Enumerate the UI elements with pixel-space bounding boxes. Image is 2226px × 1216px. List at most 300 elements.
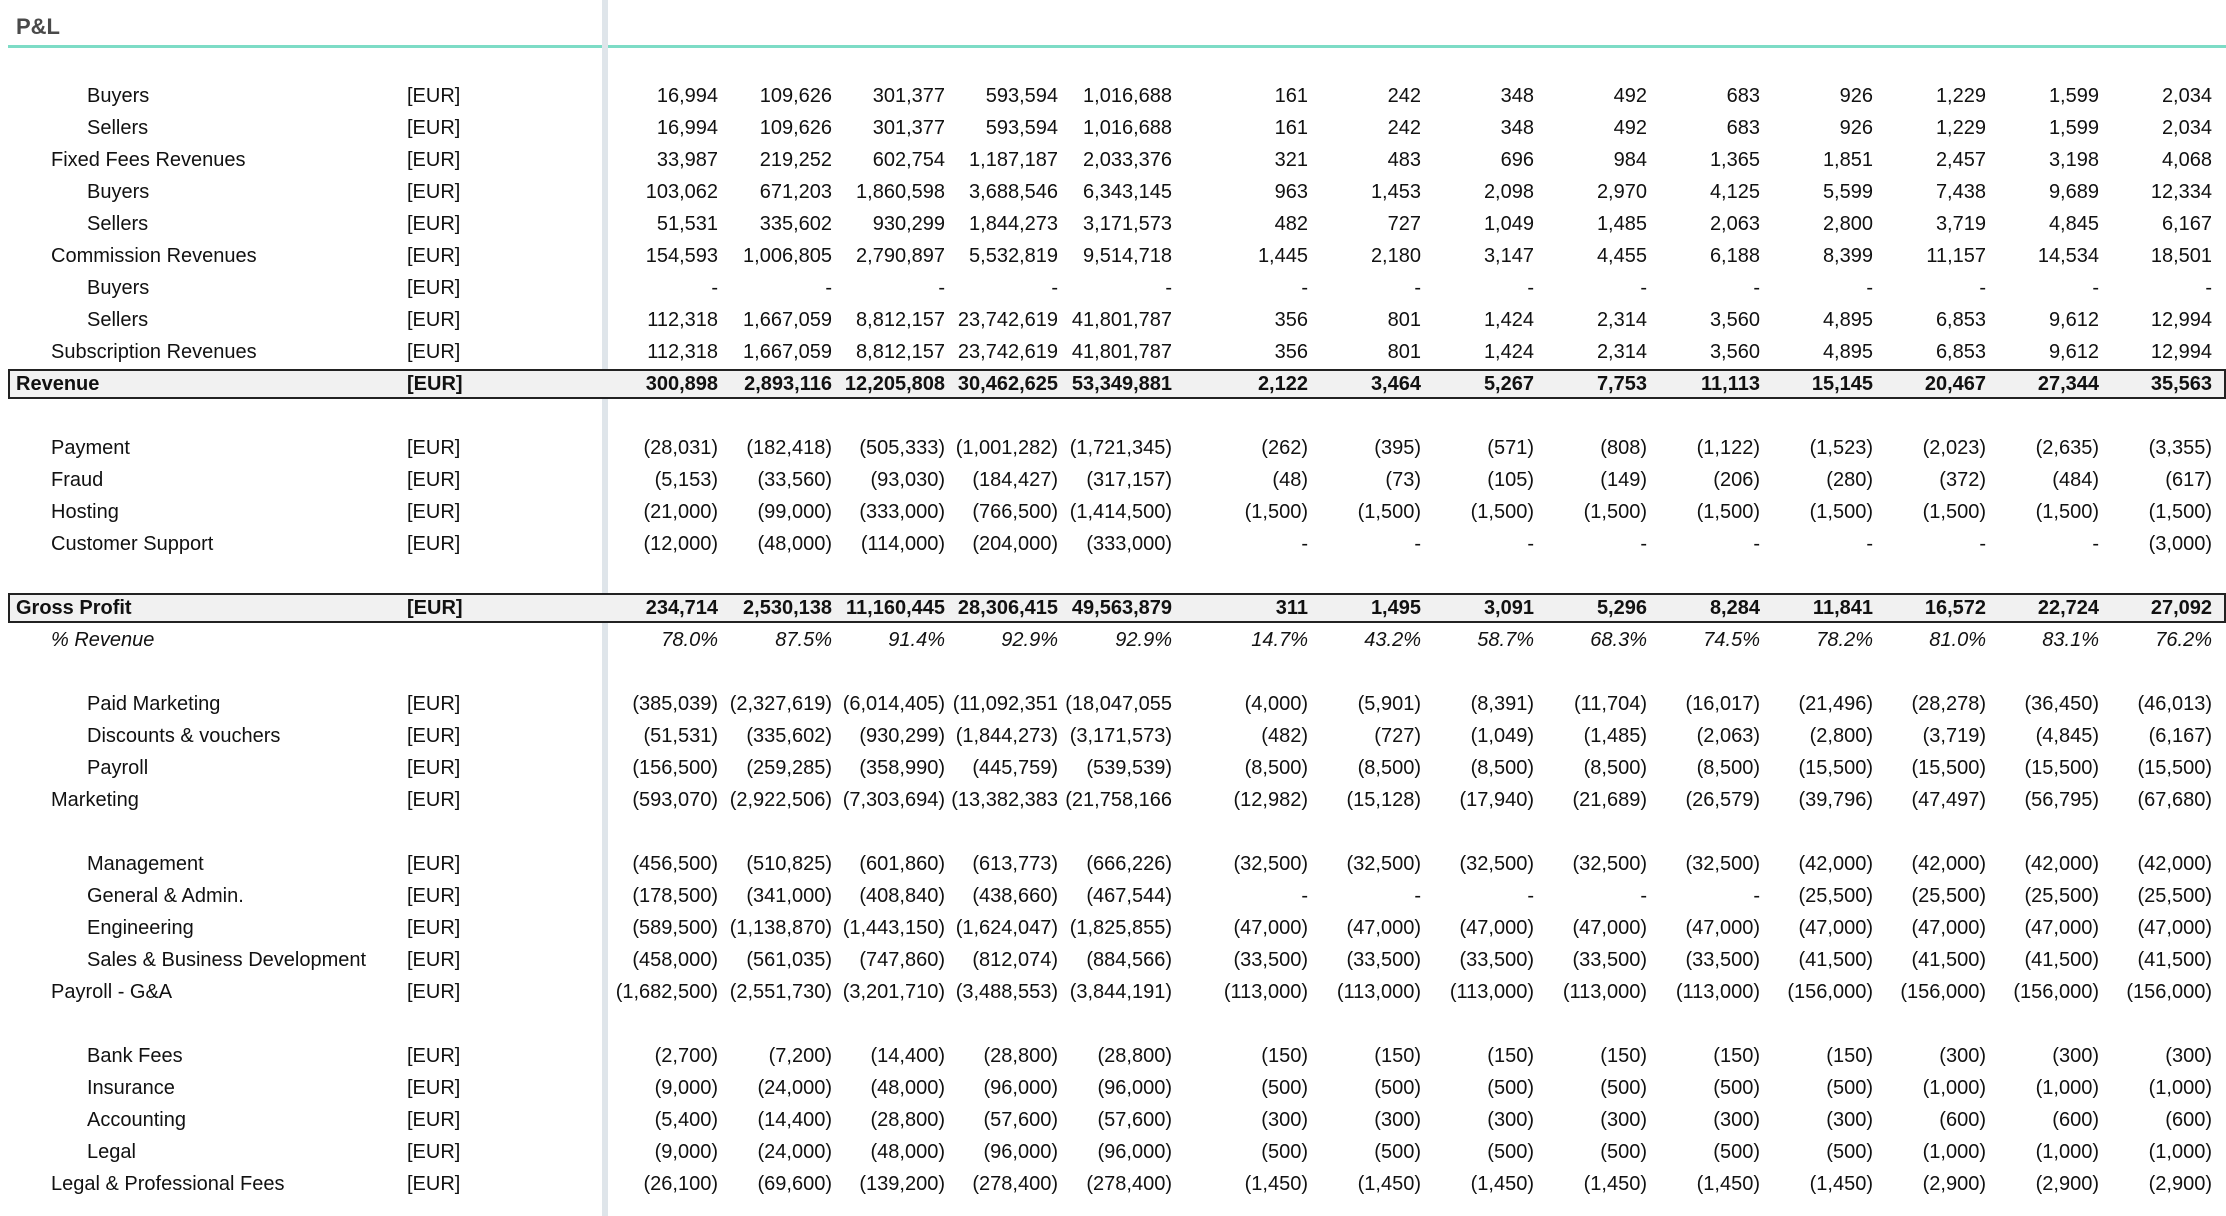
value-cell[interactable]: 2,800 — [1822, 213, 1873, 235]
value-cell[interactable]: (458,000) — [632, 949, 718, 971]
value-cell[interactable]: (32,500) — [1233, 853, 1308, 875]
value-cell[interactable]: (445,759) — [972, 757, 1058, 779]
value-cell[interactable]: (8,500) — [1696, 757, 1760, 779]
value-cell[interactable]: 2,530,138 — [743, 597, 832, 619]
value-cell[interactable]: 4,125 — [1709, 181, 1760, 203]
value-cell[interactable]: - — [1640, 277, 1647, 299]
value-cell[interactable]: (15,500) — [2024, 757, 2099, 779]
row-label[interactable]: Payroll - G&A — [51, 981, 173, 1003]
row-label[interactable]: Buyers — [87, 181, 150, 203]
value-cell[interactable]: 2,063 — [1709, 213, 1760, 235]
row-label[interactable]: Paid Marketing — [87, 693, 221, 715]
value-cell[interactable]: (206) — [1713, 469, 1760, 491]
value-cell[interactable]: - — [1301, 885, 1308, 907]
value-cell[interactable]: (33,500) — [1685, 949, 1760, 971]
value-cell[interactable]: 23,742,619 — [957, 309, 1058, 331]
value-cell[interactable]: 4,068 — [2161, 149, 2212, 171]
value-cell[interactable]: 2,314 — [1596, 341, 1647, 363]
value-cell[interactable]: (139,200) — [859, 1173, 945, 1195]
value-cell[interactable]: 1,860,598 — [856, 181, 945, 203]
value-cell[interactable]: (1,049) — [1470, 725, 1534, 747]
value-cell[interactable]: - — [1979, 277, 1986, 299]
value-cell[interactable]: (1,122) — [1696, 437, 1760, 459]
value-cell[interactable]: (156,000) — [1900, 981, 1986, 1003]
value-cell[interactable]: 1,599 — [2048, 85, 2099, 107]
value-cell[interactable]: 15,145 — [1811, 373, 1873, 395]
value-cell[interactable]: (1,443,150) — [842, 917, 945, 939]
value-cell[interactable]: (156,000) — [1787, 981, 1873, 1003]
value-cell[interactable]: (17,940) — [1459, 789, 1534, 811]
value-cell[interactable]: (500) — [1600, 1141, 1647, 1163]
value-cell[interactable]: (1,450) — [1357, 1173, 1421, 1195]
value-cell[interactable]: (150) — [1826, 1045, 1873, 1067]
row-label[interactable]: Management — [87, 853, 204, 875]
value-cell[interactable]: (42,000) — [2137, 853, 2212, 875]
value-cell[interactable]: (15,500) — [2137, 757, 2212, 779]
value-cell[interactable]: (300) — [1826, 1109, 1873, 1131]
unit-cell[interactable]: [EUR] — [407, 469, 461, 491]
value-cell[interactable]: (812,074) — [972, 949, 1058, 971]
value-cell[interactable]: 103,062 — [645, 181, 718, 203]
value-cell[interactable]: 12,994 — [2150, 341, 2212, 363]
value-cell[interactable]: 926 — [1839, 117, 1873, 139]
unit-cell[interactable]: [EUR] — [407, 309, 461, 331]
unit-cell[interactable]: [EUR] — [407, 117, 461, 139]
value-cell[interactable]: - — [1414, 533, 1421, 555]
value-cell[interactable]: 12,205,808 — [844, 373, 945, 395]
value-cell[interactable]: (15,500) — [1798, 757, 1873, 779]
value-cell[interactable]: 2,033,376 — [1083, 149, 1172, 171]
value-cell[interactable]: 5,296 — [1596, 597, 1647, 619]
value-cell[interactable]: (16,017) — [1685, 693, 1760, 715]
value-cell[interactable]: (48,000) — [757, 533, 832, 555]
value-cell[interactable]: 1,495 — [1370, 597, 1421, 619]
value-cell[interactable]: (28,800) — [983, 1045, 1058, 1067]
value-cell[interactable]: 4,895 — [1822, 341, 1873, 363]
row-label[interactable]: Buyers — [87, 277, 150, 299]
value-cell[interactable]: (47,000) — [1572, 917, 1647, 939]
value-cell[interactable]: (1,500) — [2035, 501, 2099, 523]
value-cell[interactable]: (33,500) — [1459, 949, 1534, 971]
value-cell[interactable]: (204,000) — [972, 533, 1058, 555]
value-cell[interactable]: (41,500) — [2137, 949, 2212, 971]
value-cell[interactable]: 4,895 — [1822, 309, 1873, 331]
value-cell[interactable]: 20,467 — [1924, 373, 1986, 395]
value-cell[interactable]: 3,198 — [2048, 149, 2099, 171]
value-cell[interactable]: - — [1866, 277, 1873, 299]
value-cell[interactable]: (96,000) — [1097, 1077, 1172, 1099]
value-cell[interactable]: - — [1753, 533, 1760, 555]
value-cell[interactable]: 1,851 — [1822, 149, 1873, 171]
value-cell[interactable]: (41,500) — [1798, 949, 1873, 971]
value-cell[interactable]: (500) — [1487, 1077, 1534, 1099]
value-cell[interactable]: (300) — [1374, 1109, 1421, 1131]
value-cell[interactable]: (1,721,345) — [1069, 437, 1172, 459]
value-cell[interactable]: 8,399 — [1822, 245, 1873, 267]
value-cell[interactable]: (280) — [1826, 469, 1873, 491]
value-cell[interactable]: (617) — [2165, 469, 2212, 491]
value-cell[interactable]: 801 — [1387, 341, 1421, 363]
value-cell[interactable]: 348 — [1500, 85, 1534, 107]
row-label[interactable]: Sellers — [87, 117, 149, 139]
value-cell[interactable]: 727 — [1387, 213, 1421, 235]
value-cell[interactable]: 83.1% — [2042, 629, 2099, 651]
value-cell[interactable]: (47,000) — [2024, 917, 2099, 939]
value-cell[interactable]: 1,049 — [1483, 213, 1534, 235]
value-cell[interactable]: (2,551,730) — [729, 981, 832, 1003]
value-cell[interactable]: (484) — [2052, 469, 2099, 491]
row-label[interactable]: Buyers — [87, 85, 150, 107]
value-cell[interactable]: 1,365 — [1709, 149, 1760, 171]
value-cell[interactable]: (1,001,282) — [955, 437, 1058, 459]
value-cell[interactable]: (3,488,553) — [955, 981, 1058, 1003]
unit-cell[interactable]: [EUR] — [407, 437, 461, 459]
value-cell[interactable]: (13,382,383 — [951, 789, 1058, 811]
value-cell[interactable]: 161 — [1274, 85, 1308, 107]
row-label[interactable]: Insurance — [87, 1077, 175, 1099]
value-cell[interactable]: (1,000) — [2035, 1077, 2099, 1099]
value-cell[interactable]: (47,000) — [1233, 917, 1308, 939]
value-cell[interactable]: (42,000) — [2024, 853, 2099, 875]
value-cell[interactable]: (12,982) — [1233, 789, 1308, 811]
value-cell[interactable]: (510,825) — [746, 853, 832, 875]
value-cell[interactable]: (600) — [2165, 1109, 2212, 1131]
value-cell[interactable]: (1,138,870) — [729, 917, 832, 939]
value-cell[interactable]: 3,719 — [1935, 213, 1986, 235]
value-cell[interactable]: 23,742,619 — [957, 341, 1058, 363]
value-cell[interactable]: (42,000) — [1798, 853, 1873, 875]
value-cell[interactable]: (184,427) — [972, 469, 1058, 491]
value-cell[interactable]: (41,500) — [2024, 949, 2099, 971]
value-cell[interactable]: (25,500) — [1798, 885, 1873, 907]
value-cell[interactable]: 3,560 — [1709, 309, 1760, 331]
value-cell[interactable]: (482) — [1261, 725, 1308, 747]
value-cell[interactable]: (113,000) — [1675, 981, 1760, 1003]
row-label[interactable]: Sellers — [87, 213, 149, 235]
value-cell[interactable]: (600) — [2052, 1109, 2099, 1131]
value-cell[interactable]: (21,758,166 — [1065, 789, 1172, 811]
value-cell[interactable]: 33,987 — [656, 149, 718, 171]
value-cell[interactable]: 234,714 — [645, 597, 718, 619]
value-cell[interactable]: (8,500) — [1244, 757, 1308, 779]
value-cell[interactable]: 1,006,805 — [743, 245, 832, 267]
unit-cell[interactable]: [EUR] — [407, 373, 463, 395]
value-cell[interactable]: 926 — [1839, 85, 1873, 107]
value-cell[interactable]: (601,860) — [859, 853, 945, 875]
value-cell[interactable]: 300,898 — [645, 373, 718, 395]
value-cell[interactable]: 3,688,546 — [969, 181, 1058, 203]
value-cell[interactable]: (32,500) — [1346, 853, 1421, 875]
value-cell[interactable]: (500) — [1600, 1077, 1647, 1099]
unit-cell[interactable]: [EUR] — [407, 533, 461, 555]
value-cell[interactable]: 242 — [1387, 117, 1421, 139]
value-cell[interactable]: - — [1414, 885, 1421, 907]
value-cell[interactable]: 356 — [1274, 309, 1308, 331]
value-cell[interactable]: - — [1753, 277, 1760, 299]
value-cell[interactable]: 18,501 — [2150, 245, 2212, 267]
value-cell[interactable]: (1,844,273) — [955, 725, 1058, 747]
value-cell[interactable]: 22,724 — [2037, 597, 2099, 619]
value-cell[interactable]: 28,306,415 — [957, 597, 1058, 619]
value-cell[interactable]: 2,122 — [1257, 373, 1308, 395]
row-label[interactable]: General & Admin. — [87, 885, 244, 907]
value-cell[interactable]: (1,500) — [2148, 501, 2212, 523]
value-cell[interactable]: 112,318 — [647, 309, 718, 331]
unit-cell[interactable]: [EUR] — [407, 885, 461, 907]
value-cell[interactable]: 671,203 — [759, 181, 832, 203]
value-cell[interactable]: (33,500) — [1346, 949, 1421, 971]
value-cell[interactable]: 12,994 — [2150, 309, 2212, 331]
value-cell[interactable]: (3,171,573) — [1069, 725, 1172, 747]
value-cell[interactable]: - — [1051, 277, 1058, 299]
value-cell[interactable]: 109,626 — [759, 117, 832, 139]
value-cell[interactable]: (500) — [1826, 1077, 1873, 1099]
value-cell[interactable]: 219,252 — [759, 149, 832, 171]
value-cell[interactable]: (262) — [1261, 437, 1308, 459]
value-cell[interactable]: (500) — [1713, 1077, 1760, 1099]
value-cell[interactable]: (571) — [1487, 437, 1534, 459]
value-cell[interactable]: (408,840) — [859, 885, 945, 907]
value-cell[interactable]: (48,000) — [870, 1141, 945, 1163]
value-cell[interactable]: 30,462,625 — [957, 373, 1058, 395]
value-cell[interactable]: 14,534 — [2037, 245, 2099, 267]
value-cell[interactable]: 593,594 — [985, 117, 1058, 139]
value-cell[interactable]: 930,299 — [872, 213, 945, 235]
value-cell[interactable]: (333,000) — [1086, 533, 1172, 555]
value-cell[interactable]: 6,853 — [1935, 309, 1986, 331]
value-cell[interactable]: (8,500) — [1357, 757, 1421, 779]
value-cell[interactable]: (11,704) — [1573, 693, 1647, 715]
value-cell[interactable]: 321 — [1274, 149, 1308, 171]
unit-cell[interactable]: [EUR] — [407, 1077, 461, 1099]
value-cell[interactable]: 6,167 — [2161, 213, 2212, 235]
value-cell[interactable]: 2,034 — [2161, 117, 2212, 139]
value-cell[interactable]: (51,531) — [643, 725, 718, 747]
value-cell[interactable]: 483 — [1387, 149, 1421, 171]
unit-cell[interactable]: [EUR] — [407, 341, 461, 363]
value-cell[interactable]: (105) — [1487, 469, 1534, 491]
value-cell[interactable]: 161 — [1274, 117, 1308, 139]
value-cell[interactable]: (15,128) — [1346, 789, 1421, 811]
value-cell[interactable]: (317,157) — [1086, 469, 1172, 491]
value-cell[interactable]: (1,500) — [1583, 501, 1647, 523]
value-cell[interactable]: 41,801,787 — [1071, 341, 1172, 363]
row-label[interactable]: Commission Revenues — [51, 245, 257, 267]
value-cell[interactable]: (33,500) — [1572, 949, 1647, 971]
value-cell[interactable]: (808) — [1600, 437, 1647, 459]
value-cell[interactable]: (149) — [1600, 469, 1647, 491]
row-label[interactable]: Fraud — [51, 469, 104, 491]
value-cell[interactable]: 92.9% — [1001, 629, 1058, 651]
value-cell[interactable]: (47,000) — [2137, 917, 2212, 939]
value-cell[interactable]: 1,229 — [1935, 85, 1986, 107]
value-cell[interactable]: 7,438 — [1935, 181, 1986, 203]
value-cell[interactable]: 5,532,819 — [969, 245, 1058, 267]
value-cell[interactable]: (7,303,694) — [842, 789, 945, 811]
value-cell[interactable]: 14.7% — [1251, 629, 1308, 651]
value-cell[interactable]: (47,000) — [1911, 917, 1986, 939]
value-cell[interactable]: (21,000) — [643, 501, 718, 523]
value-cell[interactable]: 16,994 — [656, 117, 718, 139]
value-cell[interactable]: (385,039) — [632, 693, 718, 715]
value-cell[interactable]: (46,013) — [2137, 693, 2212, 715]
value-cell[interactable]: - — [1753, 885, 1760, 907]
value-cell[interactable]: (32,500) — [1459, 853, 1534, 875]
value-cell[interactable]: (500) — [1261, 1141, 1308, 1163]
value-cell[interactable]: (300) — [1939, 1045, 1986, 1067]
value-cell[interactable]: (500) — [1487, 1141, 1534, 1163]
value-cell[interactable]: (341,000) — [746, 885, 832, 907]
value-cell[interactable]: (1,000) — [1922, 1077, 1986, 1099]
value-cell[interactable]: (33,560) — [757, 469, 832, 491]
value-cell[interactable]: (32,500) — [1685, 853, 1760, 875]
value-cell[interactable]: (14,400) — [870, 1045, 945, 1067]
value-cell[interactable]: (1,523) — [1809, 437, 1873, 459]
value-cell[interactable]: (4,000) — [1244, 693, 1308, 715]
value-cell[interactable]: 3,147 — [1483, 245, 1534, 267]
value-cell[interactable]: (25,500) — [1911, 885, 1986, 907]
unit-cell[interactable]: [EUR] — [407, 277, 461, 299]
value-cell[interactable]: (28,278) — [1911, 693, 1986, 715]
value-cell[interactable]: (395) — [1374, 437, 1421, 459]
value-cell[interactable]: (2,900) — [1922, 1173, 1986, 1195]
value-cell[interactable]: 91.4% — [888, 629, 945, 651]
value-cell[interactable]: (3,000) — [2148, 533, 2212, 555]
value-cell[interactable]: (2,700) — [654, 1045, 718, 1067]
value-cell[interactable]: 482 — [1274, 213, 1308, 235]
value-cell[interactable]: (1,450) — [1470, 1173, 1534, 1195]
row-label[interactable]: Customer Support — [51, 533, 214, 555]
value-cell[interactable]: (113,000) — [1562, 981, 1647, 1003]
value-cell[interactable]: (766,500) — [972, 501, 1058, 523]
value-cell[interactable]: (300) — [1600, 1109, 1647, 1131]
value-cell[interactable]: - — [1979, 533, 1986, 555]
value-cell[interactable]: (150) — [1487, 1045, 1534, 1067]
value-cell[interactable]: 2,180 — [1370, 245, 1421, 267]
value-cell[interactable]: 801 — [1387, 309, 1421, 331]
value-cell[interactable]: (47,000) — [1798, 917, 1873, 939]
row-label[interactable]: Engineering — [87, 917, 194, 939]
value-cell[interactable]: 301,377 — [872, 85, 945, 107]
value-cell[interactable]: (593,070) — [632, 789, 718, 811]
value-cell[interactable]: - — [711, 277, 718, 299]
value-cell[interactable]: (8,500) — [1470, 757, 1534, 779]
value-cell[interactable]: (500) — [1826, 1141, 1873, 1163]
value-cell[interactable]: - — [1527, 277, 1534, 299]
value-cell[interactable]: - — [2205, 277, 2212, 299]
unit-cell[interactable]: [EUR] — [407, 981, 461, 1003]
value-cell[interactable]: 1,187,187 — [969, 149, 1058, 171]
unit-cell[interactable]: [EUR] — [407, 85, 461, 107]
value-cell[interactable]: (21,496) — [1798, 693, 1873, 715]
value-cell[interactable]: 2,034 — [2161, 85, 2212, 107]
value-cell[interactable]: (1,682,500) — [615, 981, 718, 1003]
row-label[interactable]: Accounting — [87, 1109, 186, 1131]
value-cell[interactable]: (150) — [1374, 1045, 1421, 1067]
value-cell[interactable]: 492 — [1613, 85, 1647, 107]
value-cell[interactable]: (3,844,191) — [1069, 981, 1172, 1003]
value-cell[interactable]: (467,544) — [1086, 885, 1172, 907]
value-cell[interactable]: 335,602 — [759, 213, 832, 235]
value-cell[interactable]: (57,600) — [983, 1109, 1058, 1131]
unit-cell[interactable]: [EUR] — [407, 597, 463, 619]
value-cell[interactable]: 683 — [1726, 117, 1760, 139]
value-cell[interactable]: (1,500) — [1470, 501, 1534, 523]
value-cell[interactable]: 984 — [1613, 149, 1647, 171]
value-cell[interactable]: (4,845) — [2035, 725, 2099, 747]
value-cell[interactable]: 6,188 — [1709, 245, 1760, 267]
value-cell[interactable]: (539,539) — [1086, 757, 1172, 779]
value-cell[interactable]: (333,000) — [859, 501, 945, 523]
row-label[interactable]: Sales & Business Development — [87, 949, 367, 971]
value-cell[interactable]: 1,445 — [1257, 245, 1308, 267]
value-cell[interactable]: 12,334 — [2150, 181, 2212, 203]
value-cell[interactable]: - — [1165, 277, 1172, 299]
unit-cell[interactable]: [EUR] — [407, 789, 461, 811]
value-cell[interactable]: (613,773) — [972, 853, 1058, 875]
value-cell[interactable]: - — [1527, 885, 1534, 907]
value-cell[interactable]: 3,560 — [1709, 341, 1760, 363]
value-cell[interactable]: 8,812,157 — [856, 341, 945, 363]
value-cell[interactable]: 1,667,059 — [743, 341, 832, 363]
value-cell[interactable]: 1,016,688 — [1083, 85, 1172, 107]
row-label[interactable]: Payroll — [87, 757, 149, 779]
value-cell[interactable]: (48,000) — [870, 1077, 945, 1099]
row-label[interactable]: Legal — [87, 1141, 136, 1163]
value-cell[interactable]: (500) — [1374, 1077, 1421, 1099]
value-cell[interactable]: (561,035) — [746, 949, 832, 971]
value-cell[interactable]: 41,801,787 — [1071, 309, 1172, 331]
value-cell[interactable]: (93,030) — [870, 469, 945, 491]
row-label[interactable]: Hosting — [51, 501, 119, 523]
value-cell[interactable]: (156,000) — [2126, 981, 2212, 1003]
value-cell[interactable]: (14,400) — [757, 1109, 832, 1131]
value-cell[interactable]: (26,100) — [643, 1173, 718, 1195]
value-cell[interactable]: (1,500) — [1809, 501, 1873, 523]
value-cell[interactable]: (69,600) — [757, 1173, 832, 1195]
value-cell[interactable]: (1,825,855) — [1069, 917, 1172, 939]
value-cell[interactable]: 2,790,897 — [856, 245, 945, 267]
value-cell[interactable]: (36,450) — [2024, 693, 2099, 715]
value-cell[interactable]: 2,970 — [1596, 181, 1647, 203]
value-cell[interactable]: (2,900) — [2035, 1173, 2099, 1195]
value-cell[interactable]: (15,500) — [1911, 757, 1986, 779]
unit-cell[interactable]: [EUR] — [407, 1173, 461, 1195]
value-cell[interactable]: (300) — [1713, 1109, 1760, 1131]
value-cell[interactable]: (28,800) — [870, 1109, 945, 1131]
value-cell[interactable]: (24,000) — [757, 1141, 832, 1163]
value-cell[interactable]: 348 — [1500, 117, 1534, 139]
value-cell[interactable]: 1,424 — [1483, 309, 1534, 331]
value-cell[interactable]: (39,796) — [1798, 789, 1873, 811]
value-cell[interactable]: (32,500) — [1572, 853, 1647, 875]
row-label[interactable]: % Revenue — [51, 629, 155, 651]
row-label[interactable]: Payment — [51, 437, 130, 459]
value-cell[interactable]: (372) — [1939, 469, 1986, 491]
row-label[interactable]: Discounts & vouchers — [87, 725, 281, 747]
value-cell[interactable]: (1,500) — [1696, 501, 1760, 523]
value-cell[interactable]: 16,994 — [656, 85, 718, 107]
value-cell[interactable]: 11,113 — [1701, 373, 1760, 395]
value-cell[interactable]: (600) — [1939, 1109, 1986, 1131]
value-cell[interactable]: (666,226) — [1086, 853, 1172, 875]
value-cell[interactable]: - — [1414, 277, 1421, 299]
value-cell[interactable]: 11,157 — [1926, 245, 1986, 267]
value-cell[interactable]: 963 — [1274, 181, 1308, 203]
value-cell[interactable]: (1,450) — [1583, 1173, 1647, 1195]
value-cell[interactable]: (930,299) — [859, 725, 945, 747]
value-cell[interactable]: (156,000) — [2013, 981, 2099, 1003]
